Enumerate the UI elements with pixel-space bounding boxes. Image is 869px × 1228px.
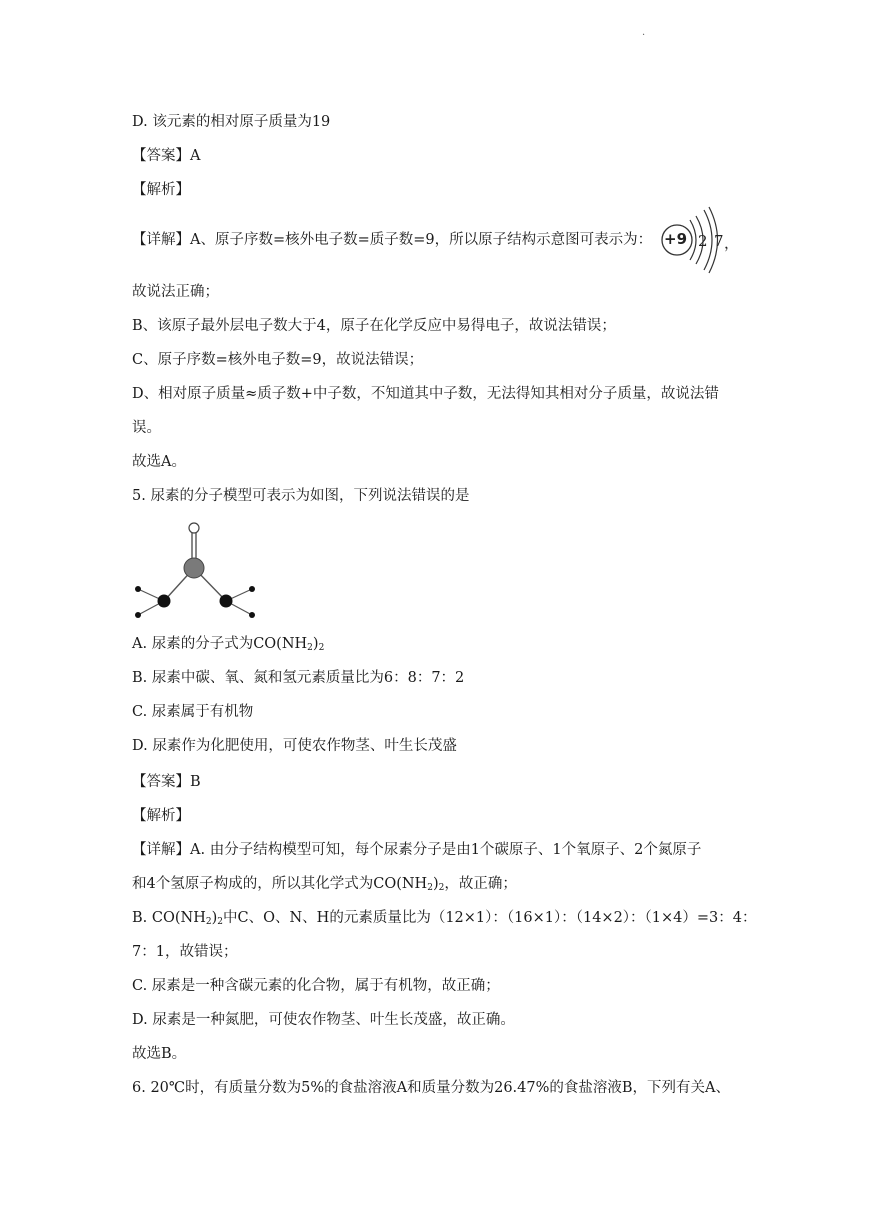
- urea-molecule-model: [130, 518, 260, 620]
- q5-explanation-b-2: 7：1，故错误；: [132, 944, 238, 960]
- header-mark: ·: [642, 30, 646, 41]
- q5-explanation-c: C. 尿素是一种含碳元素的化合物，属于有机物，故正确；: [132, 978, 500, 994]
- q5-explanation-d: D. 尿素是一种氮肥，可使农作物茎、叶生长茂盛，故正确。: [132, 1012, 515, 1028]
- atom-structure-diagram: [660, 204, 740, 274]
- option-d-q4: D. 该元素的相对原子质量为19: [132, 114, 331, 130]
- q5-explanation-a-1: 【详解】A. 由分子结构模型可知，每个尿素分子是由1个碳原子、1个氧原子、2个氮原子: [132, 842, 702, 858]
- q5-explanation-a-2: 和4个氢原子构成的，所以其化学式为$CO(NH_2)_2$，故正确；: [132, 876, 517, 893]
- choose-line-q5: 故选B。: [132, 1046, 187, 1062]
- option-b-q5: B. 尿素中碳、氧、氮和氢元素质量比为6：8：7：2: [132, 670, 465, 686]
- explanation-line-2: 故说法正确；: [132, 284, 219, 300]
- explanation-line-1: 【详解】A、原子序数=核外电子数=质子数=9，所以原子结构示意图可表示为：: [132, 232, 653, 248]
- explanation-line-c: C、原子序数=核外电子数=9，故说法错误；: [132, 352, 424, 368]
- option-a-q5: A. 尿素的分子式为$CO(NH_2)_2$: [132, 636, 325, 653]
- analysis-label-q4: 【解析】: [132, 182, 190, 198]
- explanation-line-d-cont: 误。: [132, 420, 161, 436]
- shell-2-electrons: 7: [714, 232, 724, 250]
- answer-label-q4: 【答案】A: [132, 148, 201, 164]
- analysis-label-q5: 【解析】: [132, 808, 190, 824]
- option-c-q5: C. 尿素属于有机物: [132, 704, 254, 720]
- explanation-line-b: B、该原子最外层电子数大于4，原子在化学反应中易得电子，故说法错误；: [132, 318, 616, 334]
- question-5-stem: 5. 尿素的分子模型可表示为如图，下列说法错误的是: [132, 488, 470, 504]
- q5-explanation-b-1: B. $CO(NH_2)_2$中C、O、N、H的元素质量比为（12×1）：（16×1）：（14×2）：（1×4）=3：4：: [132, 910, 757, 927]
- nucleus-charge: +9: [664, 230, 688, 248]
- choose-line-q4: 故选A。: [132, 454, 186, 470]
- urea-molecule-graphic: [130, 518, 260, 620]
- question-6-stem: 6. 20℃时，有质量分数为5%的食盐溶液A和质量分数为26.47%的食盐溶液B，下列有关A、: [132, 1080, 731, 1096]
- shell-1-electrons: 2: [698, 232, 708, 250]
- option-d-q5: D. 尿素作为化肥使用，可使农作物茎、叶生长茂盛: [132, 738, 457, 754]
- explanation-line-d: D、相对原子质量≈质子数+中子数，不知道其中子数，无法得知其相对分子质量，故说法错: [132, 386, 719, 402]
- answer-label-q5: 【答案】B: [132, 774, 201, 790]
- trailing-comma: ，: [724, 234, 740, 252]
